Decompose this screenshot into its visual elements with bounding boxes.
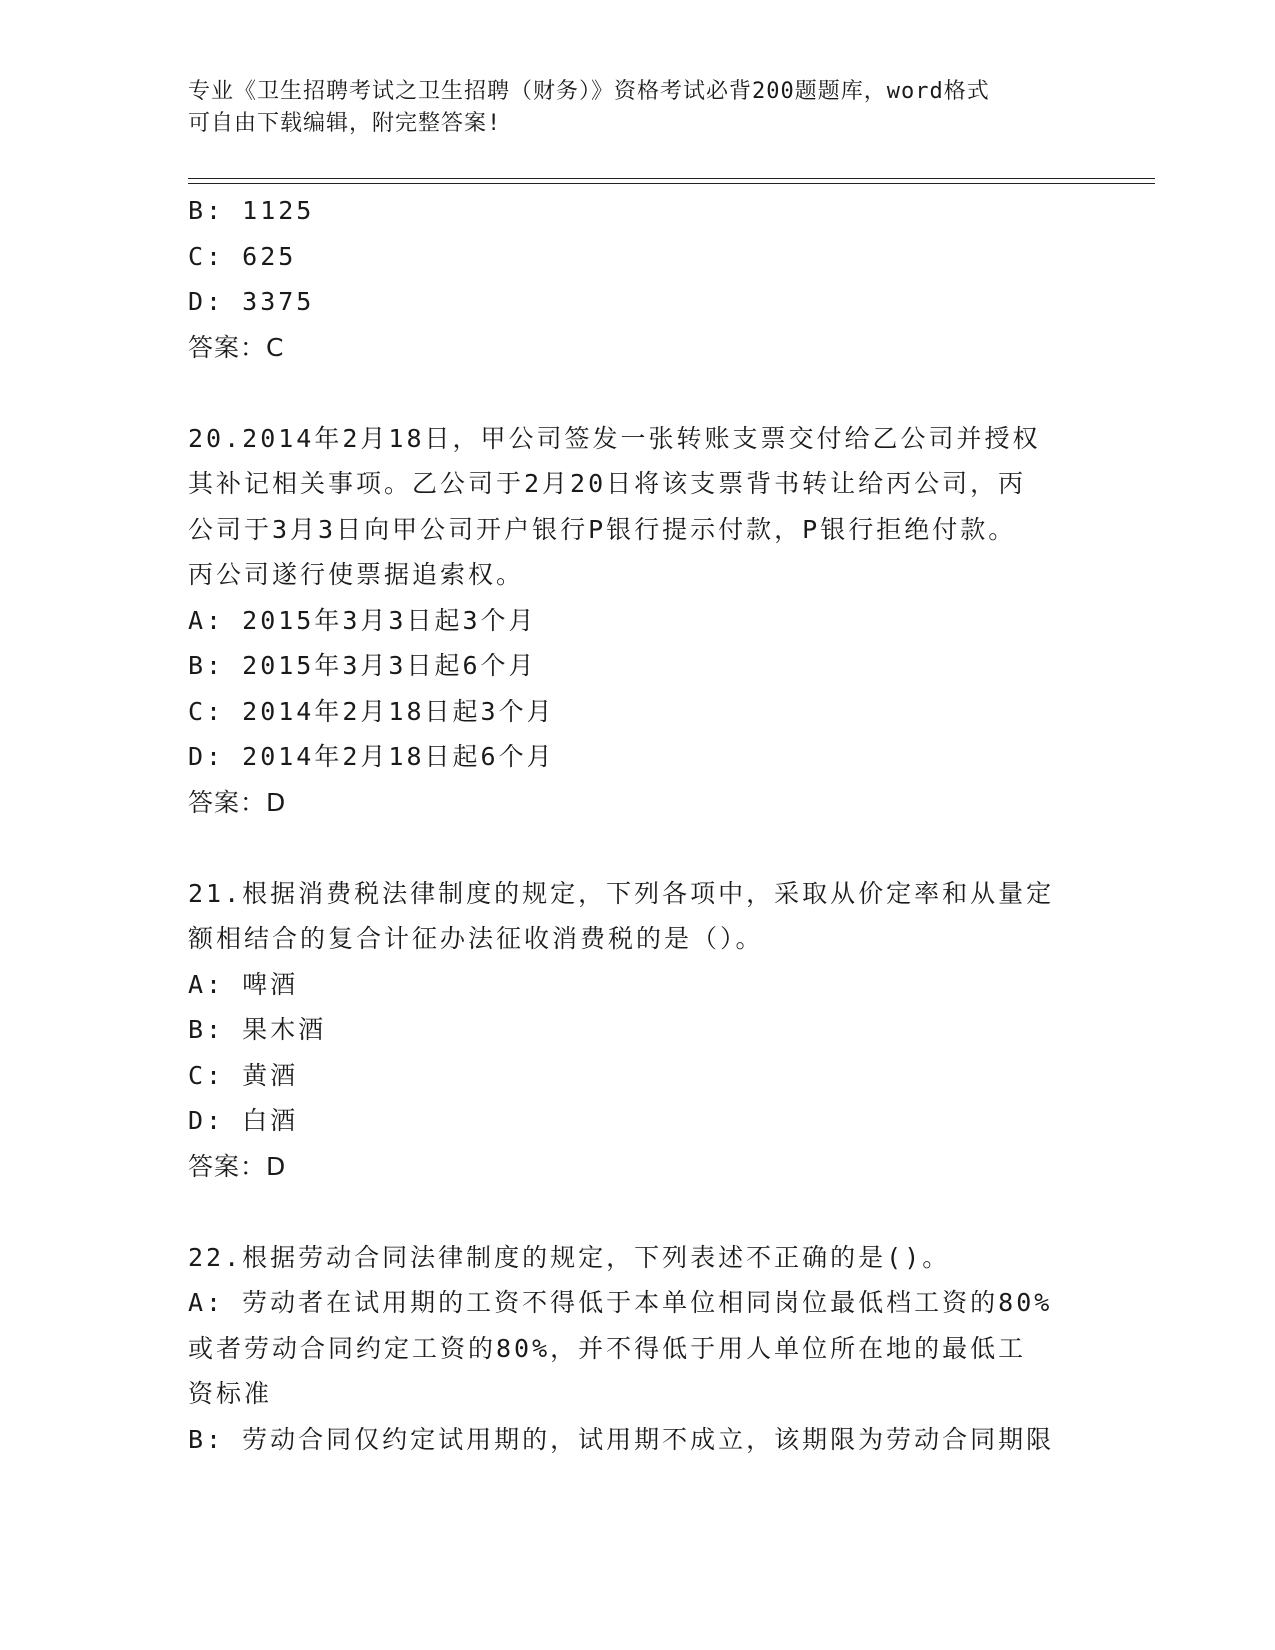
option-d: D: 白酒 [188,1106,299,1135]
header-divider-bottom [188,183,1155,184]
answer-line: 答案：D [188,787,287,817]
option-b: B: 2015年3月3日起6个月 [188,651,537,680]
question-stem-line: 其补记相关事项。乙公司于2月20日将该支票背书转让给丙公司，丙 [188,469,1027,498]
question-stem-line: 公司于3月3日向甲公司开户银行P银行提示付款，P银行拒绝付款。 [188,514,1017,544]
question-stem-line: 22.根据劳动合同法律制度的规定，下列表述不正确的是()。 [188,1242,951,1272]
option-b: B: 1125 [188,196,315,225]
question-spacer [188,825,1088,871]
option-d: D: 2014年2月18日起6个月 [188,742,555,771]
option-a: A: 2015年3月3日起3个月 [188,605,537,635]
option-b: B: 劳动合同仅约定试用期的，试用期不成立，该期限为劳动合同期限 [188,1424,1055,1454]
question-content [188,188,1088,1462]
option-a-line: A: 劳动者在试用期的工资不得低于本单位相同岗位最低档工资的80% [188,1288,1053,1317]
question-spacer [188,370,1088,416]
answer-line: 答案：D [188,1151,287,1181]
option-a: A: 啤酒 [188,969,299,999]
question-stem-line: 额相结合的复合计征办法征收消费税的是（）。 [188,924,764,953]
option-a-line: 或者劳动合同约定工资的80%，并不得低于用人单位所在地的最低工 [188,1333,1027,1363]
option-d: D: 3375 [188,287,315,316]
question-stem-line: 21.根据消费税法律制度的规定，下列各项中，采取从价定率和从量定 [188,878,1055,908]
question-stem-line: 20.2014年2月18日，甲公司签发一张转账支票交付给乙公司并授权 [188,423,1041,453]
answer-line: 答案：C [188,332,285,362]
option-b: B: 果木酒 [188,1015,327,1044]
header-divider-top [188,178,1155,179]
option-c: C: 2014年2月18日起3个月 [188,696,555,726]
option-c: C: 625 [188,241,297,271]
document-header [188,76,1068,140]
question-21 [188,871,1088,1190]
header-title-line-1: 专业《卫生招聘考试之卫生招聘（财务）》资格考试必背200题题库，word格式 [188,79,990,104]
question-stem-line: 丙公司遂行使票据追索权。 [188,560,525,589]
question-spacer [188,1189,1088,1235]
question-22 [188,1235,1088,1463]
question-20 [188,416,1088,826]
option-c: C: 黄酒 [188,1060,299,1090]
option-a-line: 资标准 [188,1379,273,1408]
header-title-line-2: 可自由下载编辑，附完整答案! [188,111,502,136]
